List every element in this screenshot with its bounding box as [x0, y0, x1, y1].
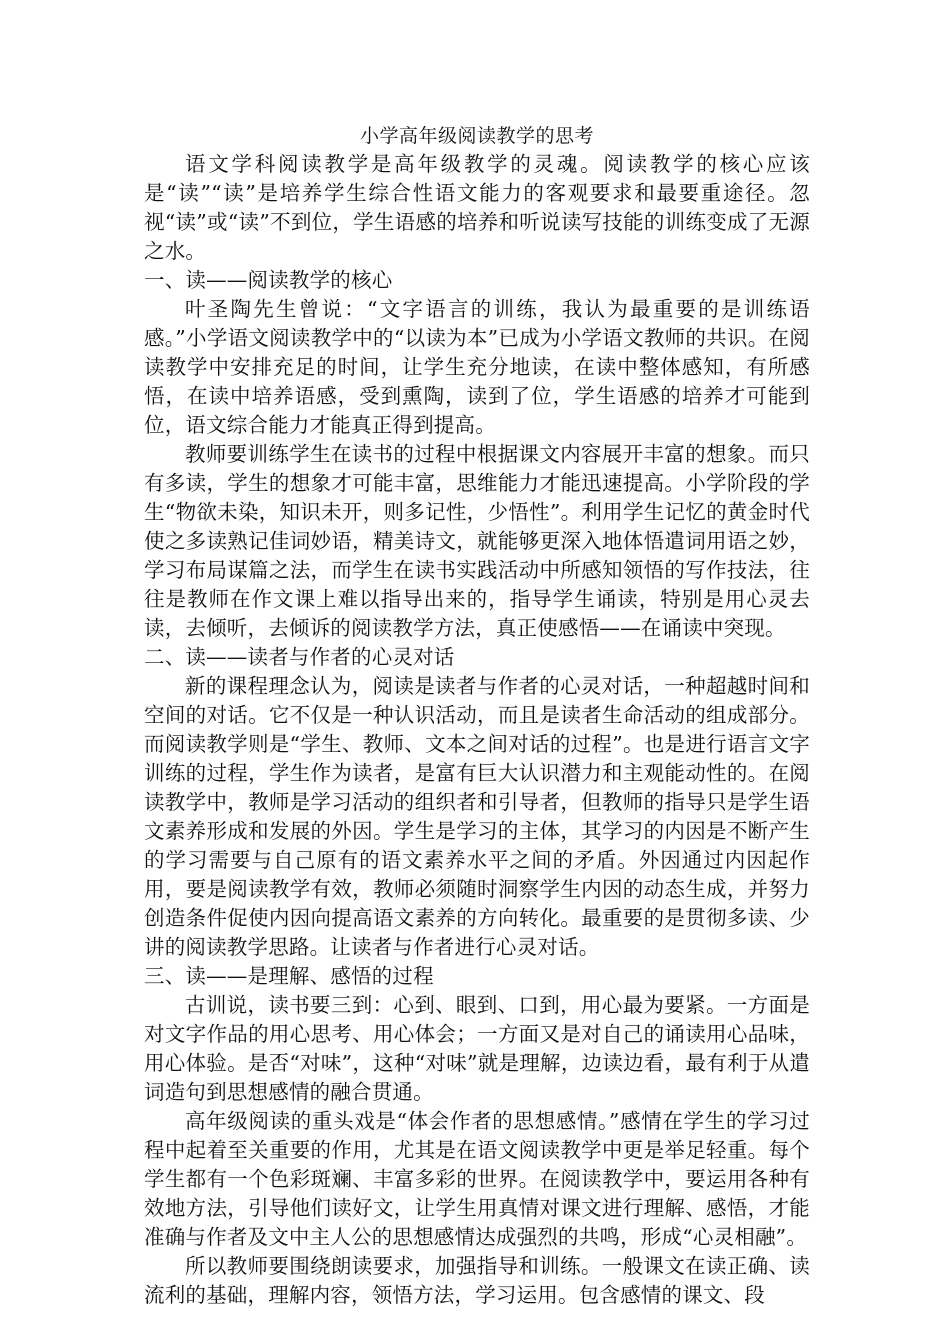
section-paragraph: 高年级阅读的重头戏是“体会作者的思想感情。”感情在学生的学习过程中起着至关重要的作用，尤其是在语文阅读教学中更是举足轻重。每个学生都有一个色彩斑斓、丰富多彩的世界。在阅读教学中，要运用各种有效地方法，引导他们读好文，让学生用真情对课文进行理解、感悟，才能准确与作者及文中主人公的思想感情达成强烈的共鸣，形成“心灵相融”。 — [144, 1109, 810, 1249]
section-3 — [144, 962, 810, 1310]
document-title: 小学高年级阅读教学的思考 — [359, 125, 594, 147]
section-1 — [144, 266, 810, 643]
section-paragraph: 教师要训练学生在读书的过程中根据课文内容展开丰富的想象。而只有多读，学生的想象才可能丰富，思维能力才能迅速提高。小学阶段的学生“物欲未染，知识未开，则多记性，少悟性”。利用学生记忆的黄金时代使之多读熟记佳词妙语，精美诗文，就能够更深入地体悟遣词用语之妙，学习布局谋篇之法，而学生在读书实践活动中所感知领悟的写作技法，往往是教师在作文课上难以指导出来的，指导学生诵读，特别是用心灵去读，去倾听，去倾诉的阅读教学方法，真正使感悟——在诵读中突现。 — [144, 442, 810, 640]
section-heading: 三、读——是理解、感悟的过程 — [144, 964, 434, 988]
section-paragraph: 古训说，读书要三到：心到、眼到、口到，用心最为要紧。一方面是对文字作品的用心思考、用心体会；一方面又是对自己的诵读用心品味，用心体验。是否“对味”，这种“对味”就是理解，边读边看，最有利于从遣词造句到思想感情的融合贯通。 — [144, 993, 810, 1104]
document-page — [144, 122, 810, 1310]
section-paragraph: 所以教师要围绕朗读要求，加强指导和训练。一般课文在读正确、读流利的基础，理解内容，领悟方法，学习运用。包含感情的课文、段 — [144, 1254, 810, 1307]
section-paragraph: 叶圣陶先生曾说：“文字语言的训练，我认为最重要的是训练语感。”小学语文阅读教学中的“以读为本”已成为小学语文教师的共识。在阅读教学中安排充足的时间，让学生充分地读，在读中整体感知，有所感悟，在读中培养语感，受到熏陶，读到了位，学生语感的培养才可能到位，语文综合能力才能真正得到提高。 — [144, 297, 810, 437]
section-2 — [144, 643, 810, 962]
section-paragraph: 新的课程理念认为，阅读是读者与作者的心灵对话，一种超越时间和空间的对话。它不仅是一种认识活动，而且是读者生命活动的组成部分。而阅读教学则是“学生、教师、文本之间对话的过程”。也是进行语言文字训练的过程，学生作为读者，是富有巨大认识潜力和主观能动性的。在阅读教学中，教师是学习活动的组织者和引导者，但教师的指导只是学生语文素养形成和发展的外因。学生是学习的主体，其学习的内因是不断产生的学习需要与自己原有的语文素养水平之间的矛盾。外因通过内因起作用，要是阅读教学有效，教师必须随时洞察学生内因的动态生成，并努力创造条件促使内因向提高语文素养的方向转化。最重要的是贯彻多读、少讲的阅读教学思路。让读者与作者进行心灵对话。 — [144, 674, 810, 959]
intro-paragraph: 语文学科阅读教学是高年级教学的灵魂。阅读教学的核心应该是“读”“读”是培养学生综合性语文能力的客观要求和最要重途径。忽视“读”或“读”不到位，学生语感的培养和听说读写技能的训练变成了无源之水。 — [144, 152, 810, 263]
section-heading: 一、读——阅读教学的核心 — [144, 268, 393, 292]
section-heading: 二、读——读者与作者的心灵对话 — [144, 645, 455, 669]
